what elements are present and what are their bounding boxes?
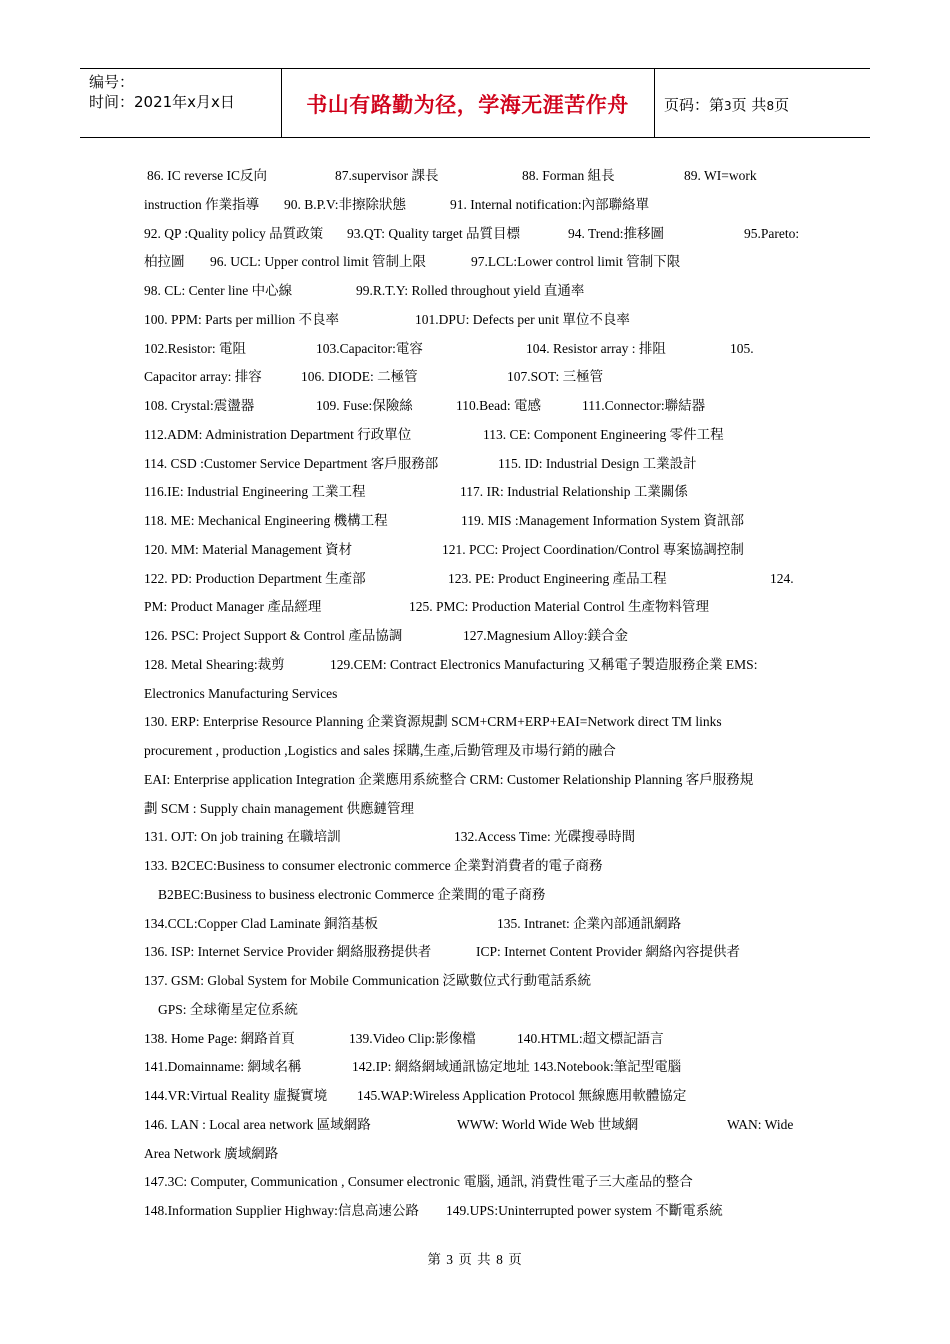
footer-mid: 页 共 bbox=[458, 1252, 492, 1267]
glossary-entry: WWW: World Wide Web 世域網 bbox=[457, 1116, 639, 1132]
glossary-entry: 102.Resistor: 電阻 bbox=[144, 340, 247, 356]
glossary-entry: 112.ADM: Administration Department 行政單位 bbox=[144, 426, 412, 442]
glossary-entry: 123. PE: Product Engineering 產品工程 bbox=[448, 570, 667, 586]
glossary-entry: 140.HTML:超文標記語言 bbox=[517, 1030, 664, 1046]
page-num: 3 bbox=[724, 99, 732, 113]
glossary-entry: 147.3C: Computer, Communication , Consumer electronic 電腦, 通訊, 消費性電子三大產品的整合 bbox=[144, 1174, 693, 1190]
glossary-entry: 93.QT: Quality target 品質目標 bbox=[347, 225, 521, 241]
glossary-entry: 劃 SCM : Supply chain management 供應鏈管理 bbox=[144, 800, 414, 816]
page-prefix: 页码：第 bbox=[664, 96, 725, 114]
glossary-entry: 柏拉圖 bbox=[144, 254, 185, 270]
glossary-entry: 100. PPM: Parts per million 不良率 bbox=[144, 311, 340, 327]
page-footer bbox=[0, 1248, 950, 1268]
glossary-entry: 128. Metal Shearing:裁剪 bbox=[144, 656, 285, 672]
glossary-entry: 136. ISP: Internet Service Provider 網絡服務提供者 bbox=[144, 944, 432, 960]
glossary-entry: Electronics Manufacturing Services bbox=[144, 685, 338, 701]
glossary-entry: ICP: Internet Content Provider 網絡內容提供者 bbox=[476, 944, 740, 960]
glossary-entry: GPS: 全球衛星定位系統 bbox=[158, 1001, 298, 1017]
glossary-entry: 139.Video Clip:影像檔 bbox=[349, 1030, 476, 1046]
glossary-entry: 114. CSD :Customer Service Department 客戶服務部 bbox=[144, 455, 439, 471]
footer-page-num: 3 bbox=[446, 1252, 454, 1267]
glossary-entry: 133. B2CEC:Business to consumer electronic commerce 企業對消費者的電子商務 bbox=[144, 858, 603, 873]
glossary-entry: B2BEC:Business to business electronic Commerce 企業間的電子商務 bbox=[158, 886, 546, 902]
glossary-entry: 132.Access Time: 光碟搜尋時間 bbox=[454, 829, 636, 845]
glossary-entry: 126. PSC: Project Support & Control 產品協調 bbox=[144, 628, 403, 643]
glossary-entry: 116.IE: Industrial Engineering 工業工程 bbox=[144, 484, 366, 500]
glossary-entry: 107.SOT: 三極管 bbox=[507, 369, 604, 385]
glossary-entry: 105. bbox=[730, 340, 754, 356]
glossary-entry: procurement , production ,Logistics and sales 採購,生產,后勤管理及市場行銷的融合 bbox=[144, 743, 616, 758]
glossary-entry: 115. ID: Industrial Design 工業設計 bbox=[498, 455, 697, 471]
glossary-entry: 142.IP: 網絡網域通訊協定地址 143.Notebook:筆記型電腦 bbox=[352, 1059, 682, 1075]
glossary-entry: PM: Product Manager 產品經理 bbox=[144, 599, 322, 615]
glossary-entry: 130. ERP: Enterprise Resource Planning 企業資源規劃 SCM+CRM+ERP+EAI=Network direct TM links bbox=[144, 714, 722, 730]
glossary-entry: instruction 作業指導 bbox=[144, 196, 260, 212]
glossary-entry: 113. CE: Component Engineering 零件工程 bbox=[483, 426, 724, 442]
glossary-entry: EAI: Enterprise application Integration 企業應用系統整合 CRM: Customer Relationship Planning 客戶服務規 bbox=[144, 771, 754, 787]
glossary-entry: 122. PD: Production Department 生產部 bbox=[144, 570, 366, 586]
page-suffix: 页 bbox=[774, 96, 790, 114]
glossary-entry: 121. PCC: Project Coordination/Control 專案協調控制 bbox=[442, 541, 744, 557]
header-meta-cell bbox=[80, 69, 282, 137]
glossary-entry: 101.DPU: Defects per unit 單位不良率 bbox=[415, 311, 630, 327]
header-page-cell bbox=[655, 69, 870, 137]
doc-code-label: 编号： bbox=[89, 73, 135, 91]
glossary-entry: 117. IR: Industrial Relationship 工業關係 bbox=[460, 484, 688, 500]
header-motto-cell bbox=[281, 69, 655, 137]
glossary-entry: WAN: Wide bbox=[727, 1116, 794, 1132]
glossary-entry: 90. B.P.V:非擦除狀態 bbox=[284, 196, 407, 212]
glossary-entry: 108. Crystal:震盪器 bbox=[144, 398, 255, 413]
glossary-entry: 110.Bead: 電感 bbox=[456, 398, 541, 413]
glossary-entry: 95.Pareto: bbox=[744, 225, 800, 241]
glossary-entry: 118. ME: Mechanical Engineering 機構工程 bbox=[144, 513, 388, 528]
glossary-entry: 92. QP :Quality policy 品質政策 bbox=[144, 225, 324, 241]
glossary-entry: 141.Domainname: 網域名稱 bbox=[144, 1059, 302, 1075]
glossary-entry: 135. Intranet: 企業內部通訊網路 bbox=[497, 915, 682, 931]
glossary-entry: 124. bbox=[770, 570, 794, 586]
footer-suffix: 页 bbox=[508, 1252, 523, 1267]
glossary-entry: 88. Forman 組長 bbox=[522, 168, 615, 183]
glossary-entry: 86. IC reverse IC反向 bbox=[147, 168, 267, 183]
glossary-entry: 149.UPS:Uninterrupted power system 不斷電系統 bbox=[446, 1203, 723, 1218]
glossary-entry: 119. MIS :Management Information System 資訊部 bbox=[461, 513, 744, 528]
glossary-entry: 89. WI=work bbox=[684, 168, 757, 183]
glossary-entry: 134.CCL:Copper Clad Laminate 銅箔基板 bbox=[144, 915, 378, 931]
glossary-entry: 106. DIODE: 二極管 bbox=[301, 369, 418, 385]
header-motto: 书山有路勤为径，学海无涯苦作舟 bbox=[306, 93, 629, 117]
glossary-entry: 87.supervisor 課長 bbox=[335, 168, 439, 183]
glossary-entry: 99.R.T.Y: Rolled throughout yield 直通率 bbox=[356, 283, 585, 298]
glossary-entry: 109. Fuse:保險絲 bbox=[316, 398, 413, 413]
footer-prefix: 第 bbox=[427, 1252, 442, 1267]
footer-page-total: 8 bbox=[496, 1252, 504, 1267]
glossary-entry: 148.Information Supplier Highway:信息高速公路 bbox=[144, 1203, 419, 1218]
glossary-entry: Area Network 廣域網路 bbox=[144, 1145, 279, 1161]
glossary-entry: 120. MM: Material Management 資材 bbox=[144, 541, 353, 557]
glossary-entry: 97.LCL:Lower control limit 管制下限 bbox=[471, 254, 681, 270]
glossary-entry: 127.Magnesium Alloy:鎂合金 bbox=[463, 628, 628, 643]
glossary-entry: 137. GSM: Global System for Mobile Communication 泛歐數位式行動電話系統 bbox=[144, 973, 591, 988]
glossary-entry: 103.Capacitor:電容 bbox=[316, 340, 423, 356]
glossary-entry: Capacitor array: 排容 bbox=[144, 369, 262, 385]
glossary-entry: 144.VR:Virtual Reality 虛擬實境 bbox=[144, 1088, 328, 1103]
page-total: 8 bbox=[766, 99, 775, 113]
doc-date-label: 时间：2021年x月x日 bbox=[89, 93, 235, 111]
header-page-number bbox=[664, 94, 789, 115]
glossary-entry: 96. UCL: Upper control limit 管制上限 bbox=[210, 254, 426, 270]
glossary-entry: 146. LAN : Local area network 區域網路 bbox=[144, 1116, 371, 1132]
glossary-entry: 104. Resistor array : 排阻 bbox=[526, 340, 666, 356]
page-header bbox=[80, 68, 870, 138]
glossary-entry: 91. Internal notification:內部聯絡單 bbox=[450, 196, 650, 212]
glossary-entry: 129.CEM: Contract Electronics Manufacturing 又稱電子製造服務企業 EMS: bbox=[330, 656, 758, 672]
glossary-entry: 125. PMC: Production Material Control 生產物料管理 bbox=[409, 599, 709, 615]
glossary-entry: 111.Connector:聯結器 bbox=[582, 398, 706, 413]
glossary-entry: 98. CL: Center line 中心線 bbox=[144, 283, 293, 298]
glossary-entry: 138. Home Page: 網路首頁 bbox=[144, 1030, 295, 1046]
glossary-entry: 94. Trend:推移圖 bbox=[568, 225, 665, 241]
glossary-entry: 145.WAP:Wireless Application Protocol 無線應用軟體協定 bbox=[357, 1088, 687, 1103]
page-mid: 页 共 bbox=[731, 96, 767, 114]
glossary-entry: 131. OJT: On job training 在職培訓 bbox=[144, 829, 341, 845]
